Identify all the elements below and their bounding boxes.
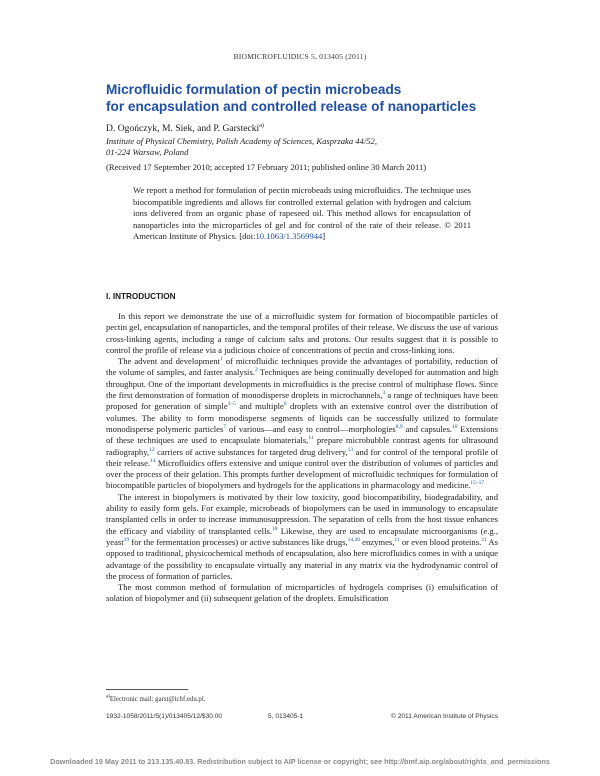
citation[interactable]: 12 — [149, 446, 155, 453]
citation[interactable]: 11 — [394, 537, 400, 544]
abstract-text: We report a method for formulation of pectin microbeads using microfluidics. The technique uses biocompatible ingredients and allows for controlled external gelation with hydrogen and calcium ions delivered from an organic phase of rapeseed oil. This method allows for encapsulation of nanoparticles into the microparticles of gel and for control of the rate of their release. © 2011 American Institute of Physics. — [133, 185, 471, 242]
doi-link[interactable]: 10.1063/1.3569944 — [255, 231, 323, 242]
author-footnote-mark: a) — [259, 122, 264, 129]
affiliation — [106, 136, 526, 158]
citation[interactable]: 14,20 — [347, 537, 360, 544]
received-dates: (Received 17 September 2010; accepted 17 February 2011; published online 30 March 2011) — [106, 162, 427, 172]
citation[interactable]: 14 — [150, 458, 156, 464]
download-notice: Downloaded 19 May 2011 to 213.135.40.83. Redistribution subject to AIP license or copyright; see http://bmf.aip.org/about/rights_and_permissions — [50, 757, 550, 766]
affiliation-line-1: Institute of Physical Chemistry, Polish Academy of Sciences, Kasprzaka 44/52, — [106, 136, 377, 146]
affiliation-line-2: 01-224 Warsaw, Poland — [106, 147, 189, 157]
footnote-mark: a) — [106, 694, 110, 700]
author-list — [106, 123, 264, 134]
body-text — [106, 311, 498, 605]
footnote-text: Electronic mail: garst@ichf.edu.pl. — [109, 696, 206, 703]
citation[interactable]: 21 — [481, 537, 487, 544]
footer-issn: 1932-1058/2011/5(1)/013405/12/$30.00 — [106, 713, 223, 720]
citation[interactable]: 3–5 — [227, 401, 236, 408]
footnote — [106, 696, 205, 703]
citation[interactable]: 15–17 — [470, 480, 485, 487]
title-line-1: Microfluidic formulation of pectin microbeads — [106, 82, 402, 97]
paragraph-2: The advent and development$^1$ of microfluidic techniques provide the advantages of portability, reduction of the volume of samples, and faster analysis.$^2$ Techniques are being continually developed for automation and high throughput. One of the important developments in microfluidics is the precise control of multiphase flows. Since the first demonstration of formation of monodisperse droplets in microchannels,$^3$ a range of techniques have been proposed for generation of simple$^{3-5}$ and multiple$^6$ droplets with an extensive control over the distribution of volumes. The ability to form monodisperse segments of liquids can be successfully utilized to formulate monodisperse polymeric particles$^7$ of various—and easy to control—morphologies$^{8,9}$ and capsules.$^{10}$ Extensions of these techniques are used to encapsulate biomaterials,$^{11}$ prepare microbubble contrast agents for ultrasound radiography,$^{12}$ carriers of active substances for targeted drug delivery,$^{13}$ and for control of the temporal profile of their release.$^{14}$ Microfluidics offers extensive and unique control over the distribution of volumes of particles and over the process of their gelation. This prompts further development of microfluidic techniques for formulation of biocompatible particles of biopolymers and hydrogels for the applications in pharmacology and medicine.$^{15-17}$ — [106, 356, 499, 491]
article-title — [106, 82, 566, 115]
paragraph-3: The interest in biopolymers is motivated by their low toxicity, good biocompatibility, biodegradability, and ability to easily form gels. For example, microbeads of biopolymers can be used in immunology to encapsulate transplanted cells in order to increase immunosuppression. The separation of cells from the host tissue enhances the efficacy and viability of transplanted cells.$^{18}$ Likewise, they are used to encapsulate microorganisms (e.g., yeast$^{19}$ for the fermentation processes) or active substances like drugs,$^{14,20}$ enzymes,$^{11}$ or even blood proteins.$^{21}$ As opposed to traditional, physicochemical methods of encapsulation, also here microfluidics comes in with a unique advantage of the possibility to encapsulate virtually any material in any matrix via the hydrodynamic control of the process of formation of particles. — [106, 491, 498, 581]
citation[interactable]: 13 — [347, 446, 354, 453]
citation[interactable]: 11 — [308, 435, 314, 442]
citation[interactable]: 8,9 — [395, 424, 403, 431]
author-names: D. Ogończyk, M. Siek, and P. Garstecki — [106, 123, 260, 134]
title-line-2: for encapsulation and controlled release of nanoparticles — [106, 98, 477, 114]
doi-prefix: [doi: — [239, 231, 256, 242]
footnote-divider — [106, 689, 188, 690]
doi-suffix: ] — [322, 231, 326, 242]
citation[interactable]: 1 — [220, 356, 223, 363]
citation[interactable]: 19 — [123, 537, 130, 544]
citation[interactable]: 6 — [283, 401, 287, 408]
citation[interactable]: 2 — [254, 367, 258, 374]
journal-header: BIOMICROFLUIDICS 5, 013405 (2011) — [233, 52, 367, 61]
section-heading: I. INTRODUCTION — [106, 292, 176, 301]
footer-copyright: © 2011 American Institute of Physics — [391, 713, 498, 720]
citation[interactable]: 7 — [223, 424, 227, 431]
footer-page-number: 5, 013405-1 — [268, 713, 304, 720]
paragraph-1: In this report we demonstrate the use of a microfluidic system for formation of biocompatible particles of pectin gel, encapsulation of nanoparticles, and the temporal profiles of their release. We discuss the use of various cross-linking agents, including a range of calcium salts and protons. Our results suggest that it is possible to control the profile of release via a judicious choice of concentrations of pectin and cross-linking ions. — [106, 311, 498, 355]
citation[interactable]: 10 — [451, 424, 458, 431]
citation[interactable]: 3 — [382, 390, 386, 397]
citation[interactable]: 18 — [271, 525, 278, 532]
paragraph-4: The most common method of formulation of microparticles of hydrogels comprises (i) emulsification of solation of biopolymer and (ii) subsequent gelation of the droplets. Emulsification — [106, 582, 498, 604]
abstract — [133, 185, 471, 243]
